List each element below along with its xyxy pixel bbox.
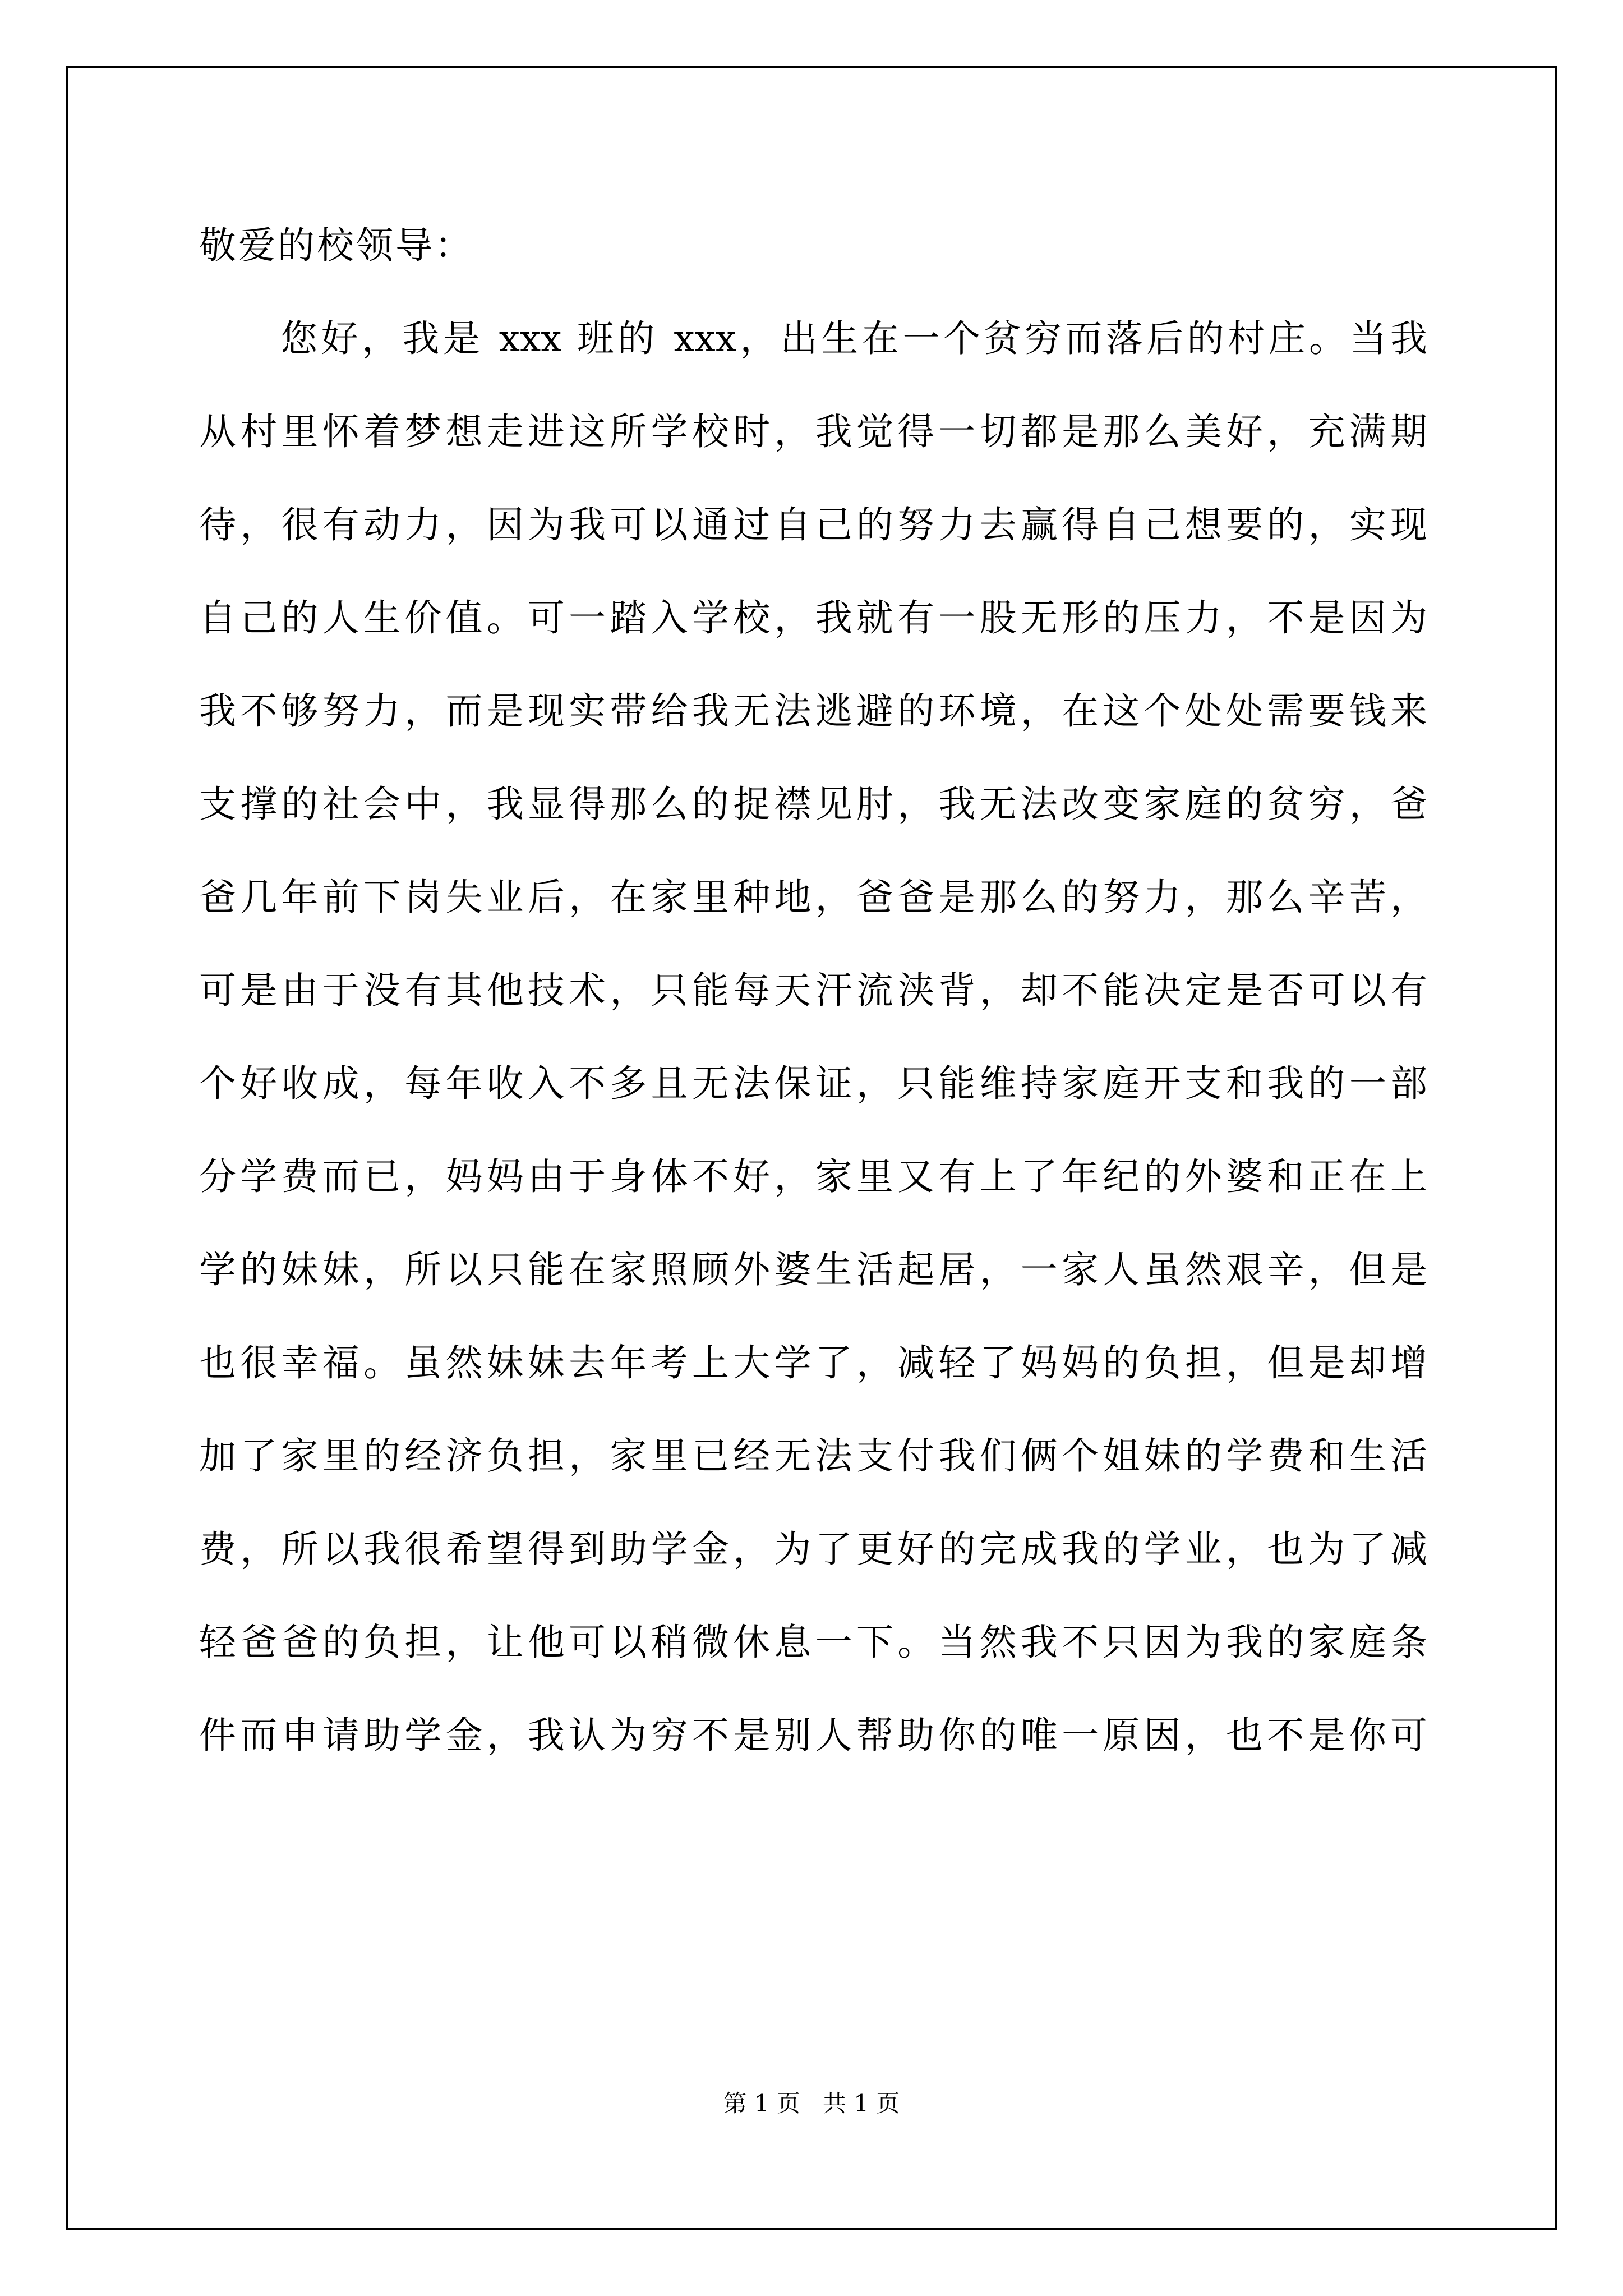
text-line: 加了家里的经济负担，家里已经无法支付我们俩个姐妹的学费和生活 bbox=[199, 1434, 1427, 1478]
text-line: 您好，我是 xxx 班的 xxx，出生在一个贫穷而落后的村庄。当我 bbox=[280, 317, 1427, 360]
page-total: 共 1 页 bbox=[823, 2090, 900, 2117]
text-line: 个好收成，每年收入不多且无法保证，只能维持家庭开支和我的一部 bbox=[199, 1062, 1427, 1105]
text-line: 学的妹妹，所以只能在家照顾外婆生活起居，一家人虽然艰辛，但是 bbox=[199, 1248, 1427, 1291]
text-line: 支撑的社会中，我显得那么的捉襟见肘，我无法改变家庭的贫穷，爸 bbox=[199, 783, 1427, 826]
text-line: 轻爸爸的负担，让他可以稍微休息一下。当然我不只因为我的家庭条 bbox=[199, 1621, 1427, 1664]
letter-body bbox=[199, 199, 1427, 1782]
text-line: 从村里怀着梦想走进这所学校时，我觉得一切都是那么美好，充满期 bbox=[199, 410, 1427, 453]
text-line: 也很幸福。虽然妹妹去年考上大学了，减轻了妈妈的负担，但是却增 bbox=[199, 1341, 1427, 1384]
text-line: 待，很有动力，因为我可以通过自己的努力去赢得自己想要的，实现 bbox=[199, 503, 1427, 546]
text-line: 费，所以我很希望得到助学金，为了更好的完成我的学业，也为了减 bbox=[199, 1527, 1427, 1571]
text-line: 件而申请助学金，我认为穷不是别人帮助你的唯一原因，也不是你可 bbox=[199, 1714, 1427, 1757]
paragraph bbox=[199, 292, 1427, 1782]
text-line: 可是由于没有其他技术，只能每天汗流浃背，却不能决定是否可以有 bbox=[199, 969, 1427, 1012]
text-line: 爸几年前下岗失业后，在家里种地，爸爸是那么的努力，那么辛苦， bbox=[199, 876, 1427, 919]
salutation: 敬爱的校领导： bbox=[199, 224, 474, 267]
text-line: 分学费而已，妈妈由于身体不好，家里又有上了年纪的外婆和正在上 bbox=[199, 1155, 1427, 1198]
page-number: 第 1 页 bbox=[723, 2090, 800, 2117]
page-footer bbox=[0, 2087, 1623, 2120]
text-line: 自己的人生价值。可一踏入学校，我就有一股无形的压力，不是因为 bbox=[199, 596, 1427, 639]
text-line: 我不够努力，而是现实带给我无法逃避的环境，在这个处处需要钱来 bbox=[199, 689, 1427, 733]
